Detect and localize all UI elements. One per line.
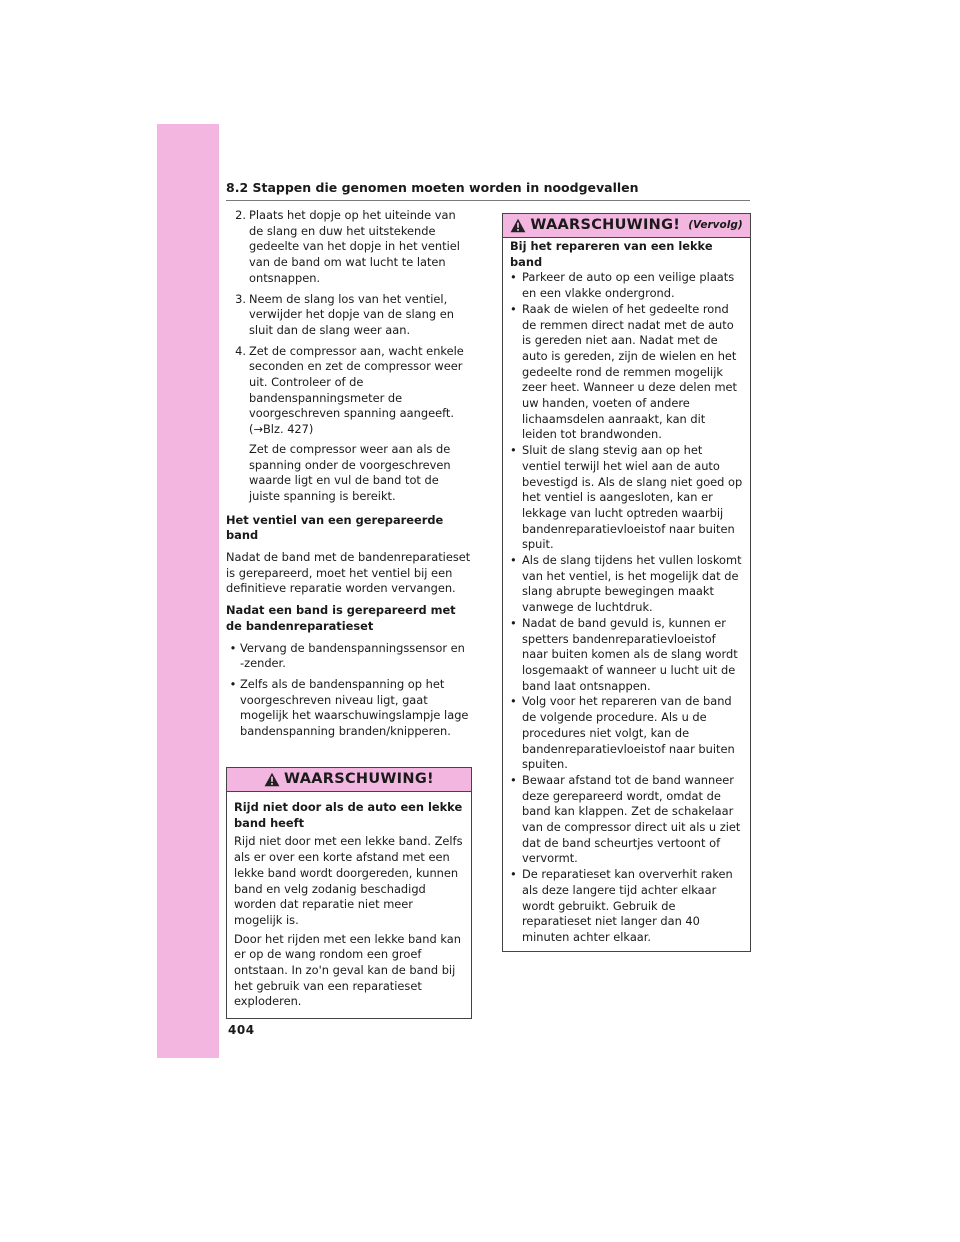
warning-triangle-icon: [264, 772, 280, 787]
step-text: Zet de compressor aan, wacht enkele seconden en zet de compressor weer uit. Controleer of de bandenspanningsmeter de voorgeschreven spanning aangeeft. (→Blz. 427): [249, 343, 464, 437]
bullet-icon: •: [229, 676, 237, 691]
step-number: 3.: [235, 291, 246, 306]
list-item: [510, 616, 743, 695]
bullet-icon: •: [510, 694, 517, 709]
bullet-icon: •: [510, 772, 517, 787]
warning-heading: Rijd niet door als de auto een lekke band heeft: [234, 800, 463, 830]
list-item-text: Bewaar afstand tot de band wanneer deze gerepareerd wordt, omdat de band kan klappen. Zet de schakelaar van de compressor direct uit als u ziet dat de band scheurtjes vertoont of vervormt.: [522, 772, 741, 866]
list-item: [510, 553, 743, 616]
list-item-text: Raak de wielen of het gedeelte rond de remmen direct nadat met de auto is gereden niet aan. Nadat met de auto is gereden, zijn de wielen en het gedeelte rond de remmen mogelijk zeer heet. Wanneer u deze delen met uw handen, voeten of andere lichaamsdelen aanraakt, kan dit leiden tot brandwonden.: [522, 301, 738, 442]
warning-triangle-icon: [510, 218, 526, 233]
step-extra-text: Zet de compressor weer aan als de spanning onder de voorgeschreven waarde ligt en vul de band tot de juiste spanning is bereikt.: [249, 441, 451, 503]
valve-text: Nadat de band met de bandenreparatieset is gerepareerd, moet het ventiel bij een definitieve reparatie worden vervangen.: [226, 550, 471, 596]
section-title: 8.2 Stappen die genomen moeten worden in noodgevallen: [226, 180, 639, 195]
warning-paragraph: Door het rijden met een lekke band kan er op de wang rondom een groef ontstaan. In zo'n geval kan de band bij het gebruik van een reparatieset exploderen.: [234, 931, 461, 1009]
step-text: Neem de slang los van het ventiel, verwijder het dopje van de slang en sluit dan de slang weer aan.: [249, 291, 454, 337]
step-text: Plaats het dopje op het uiteinde van de slang en duw het uitstekende gedeelte van het dopje in het ventiel van de band om wat lucht te laten ontsnappen.: [249, 208, 460, 285]
repaired-heading: Nadat een band is gerepareerd met de bandenreparatieset: [226, 603, 456, 633]
valve-heading: Het ventiel van een gerepareerde band: [226, 512, 444, 543]
bullet-icon: •: [510, 615, 517, 630]
step-4: [226, 344, 472, 505]
list-item-text: Vervang de bandenspanningssensor en -zender.: [240, 640, 465, 671]
warning-title: WAARSCHUWING!: [530, 216, 681, 233]
section-divider: [226, 200, 750, 201]
warning-box-right: [502, 213, 751, 952]
step-3: [226, 292, 472, 339]
bullet-icon: •: [229, 640, 237, 655]
list-item-text: Als de slang tijdens het vullen loskomt van het ventiel, is het mogelijk dat de slang abrupte bewegingen maakt vanwege de luchtdruk.: [522, 553, 742, 615]
list-item: [510, 694, 743, 773]
warning-header: [227, 768, 471, 792]
warning-continued-label: (Vervolg): [688, 218, 743, 231]
list-item: [510, 270, 743, 301]
list-item-text: Volg voor het repareren van de band de volgende procedure. Als u de procedures niet volgt, kan de bandenreparatievloeistof naar buiten spuiten.: [522, 694, 735, 772]
list-item: [510, 302, 743, 443]
list-item: [226, 677, 472, 740]
list-item-text: Sluit de slang stevig aan op het ventiel terwijl het wiel aan de auto bevestigd is. Als de slang niet goed op het ventiel is aangesloten, kan er lekkage van lucht optreden waarbij bandenreparatievloeistof naar buiten spuit.: [522, 443, 743, 552]
left-column: [226, 208, 472, 745]
list-item: [510, 867, 743, 946]
warning-header: [503, 214, 750, 238]
bullet-icon: •: [510, 301, 517, 316]
side-tab: [157, 124, 219, 1058]
bullet-icon: •: [510, 867, 517, 882]
bullet-icon: •: [510, 553, 517, 568]
list-item-text: De reparatieset kan oververhit raken als deze langere tijd achter elkaar wordt gebruikt. Gebruik de reparatieset niet langer dan 40 minuten achter elkaar.: [522, 867, 733, 944]
list-item-text: Nadat de band gevuld is, kunnen er spetters bandenreparatievloeistof naar buiten komen als de slang wordt losgemaakt of wanneer u lucht uit de band laat ontsnappen.: [522, 615, 738, 693]
step-2: [226, 208, 472, 287]
bullet-icon: •: [510, 443, 517, 458]
warning-title: WAARSCHUWING!: [284, 770, 434, 787]
warning-paragraph: Rijd niet door met een lekke band. Zelfs als er over een korte afstand met een lekke band wordt doorgereden, kunnen band en velg zodanig beschadigd worden dat reparatie niet meer mogelijk is.: [234, 834, 463, 927]
step-number: 4.: [235, 343, 246, 358]
page-number: 404: [228, 1023, 255, 1037]
warning-box-left: [226, 767, 472, 1019]
list-item: [226, 641, 472, 672]
list-item: [510, 443, 743, 553]
list-item-text: Zelfs als de bandenspanning op het voorgeschreven niveau ligt, gaat mogelijk het waarschuwingslampje lage bandenspanning branden/knipperen.: [240, 676, 469, 739]
list-item-text: Parkeer de auto op een veilige plaats en een vlakke ondergrond.: [522, 270, 735, 301]
list-item: [510, 773, 743, 867]
warning-heading: Bij het repareren van een lekke band: [510, 239, 713, 269]
bullet-icon: •: [510, 270, 517, 285]
step-number: 2.: [235, 208, 246, 222]
